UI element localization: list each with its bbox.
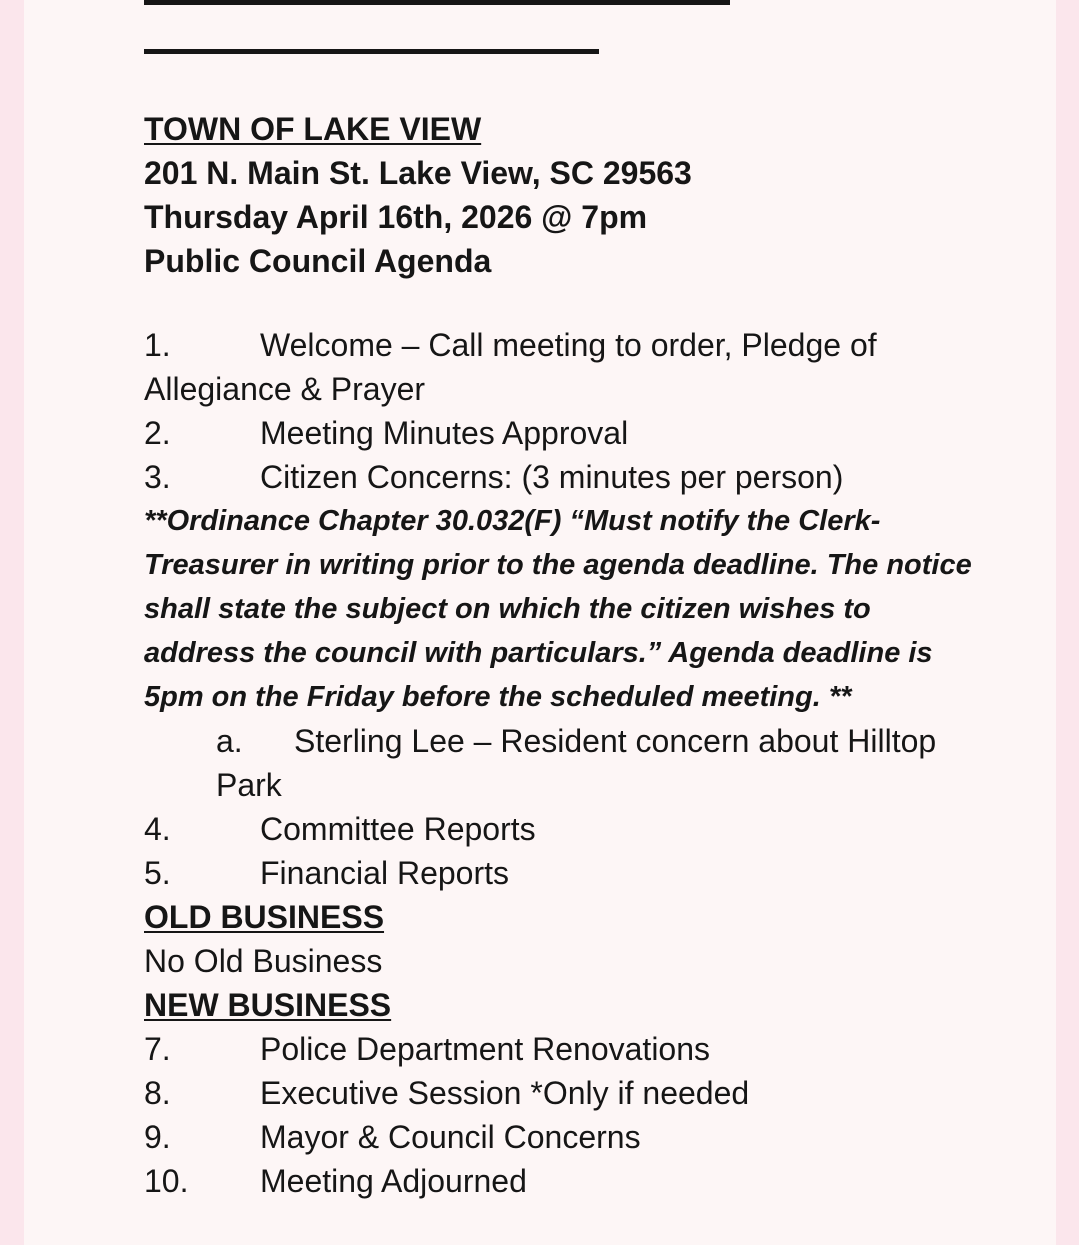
item-number: 9.: [144, 1119, 171, 1155]
sub-item-a: [216, 719, 1024, 763]
agenda-item-7: [144, 1027, 1024, 1071]
agenda-subtitle: Public Council Agenda: [144, 243, 492, 279]
town-title: TOWN OF LAKE VIEW: [144, 111, 482, 147]
item-number: 3.: [144, 459, 171, 495]
item-text: Citizen Concerns: (3 minutes per person): [260, 459, 844, 495]
item-number: 2.: [144, 415, 171, 451]
item-number: 1.: [144, 327, 171, 363]
agenda-item-4: [144, 807, 1024, 851]
sub-item-text: Sterling Lee – Resident concern about Hilltop: [294, 723, 937, 759]
item-number: 4.: [144, 811, 171, 847]
document-page: [24, 0, 1056, 1245]
agenda-item-2: [144, 411, 1024, 455]
agenda-item-1: [144, 323, 1024, 367]
agenda-item-10: [144, 1159, 1024, 1203]
old-business-heading: OLD BUSINESS: [144, 899, 385, 935]
meeting-date: Thursday April 16th, 2026 @ 7pm: [144, 199, 648, 235]
agenda-item-5: [144, 851, 1024, 895]
item-number: 10.: [144, 1163, 189, 1199]
item-number: 8.: [144, 1075, 171, 1111]
agenda-item-9: [144, 1115, 1024, 1159]
item-text: Executive Session *Only if needed: [260, 1075, 750, 1111]
item-text: Financial Reports: [260, 855, 509, 891]
item-text-continued: Allegiance & Prayer: [144, 371, 426, 407]
item-number: 5.: [144, 855, 171, 891]
agenda-item-3: [144, 455, 1024, 499]
agenda-content: [144, 0, 1024, 1203]
item-text: Committee Reports: [260, 811, 536, 847]
ordinance-note: **Ordinance Chapter 30.032(F) “Must notify the Clerk-Treasurer in writing prior to the agenda deadline. The notice shall state the subject on which the citizen wishes to address the council with particulars.” Agenda deadline is 5pm on the Friday before the scheduled meeting. **: [144, 505, 972, 713]
item-text: Mayor & Council Concerns: [260, 1119, 641, 1155]
sub-item-text-continued: Park: [216, 767, 282, 803]
item-text: Welcome – Call meeting to order, Pledge of: [260, 327, 877, 363]
item-text: Meeting Adjourned: [260, 1163, 527, 1199]
new-business-heading: NEW BUSINESS: [144, 987, 392, 1023]
agenda-item-8: [144, 1071, 1024, 1115]
town-address: 201 N. Main St. Lake View, SC 29563: [144, 155, 692, 191]
item-text: Meeting Minutes Approval: [260, 415, 629, 451]
item-text: Police Department Renovations: [260, 1031, 711, 1067]
old-business-text: No Old Business: [144, 943, 383, 979]
item-number: 7.: [144, 1031, 171, 1067]
sub-item-letter: a.: [216, 723, 243, 759]
